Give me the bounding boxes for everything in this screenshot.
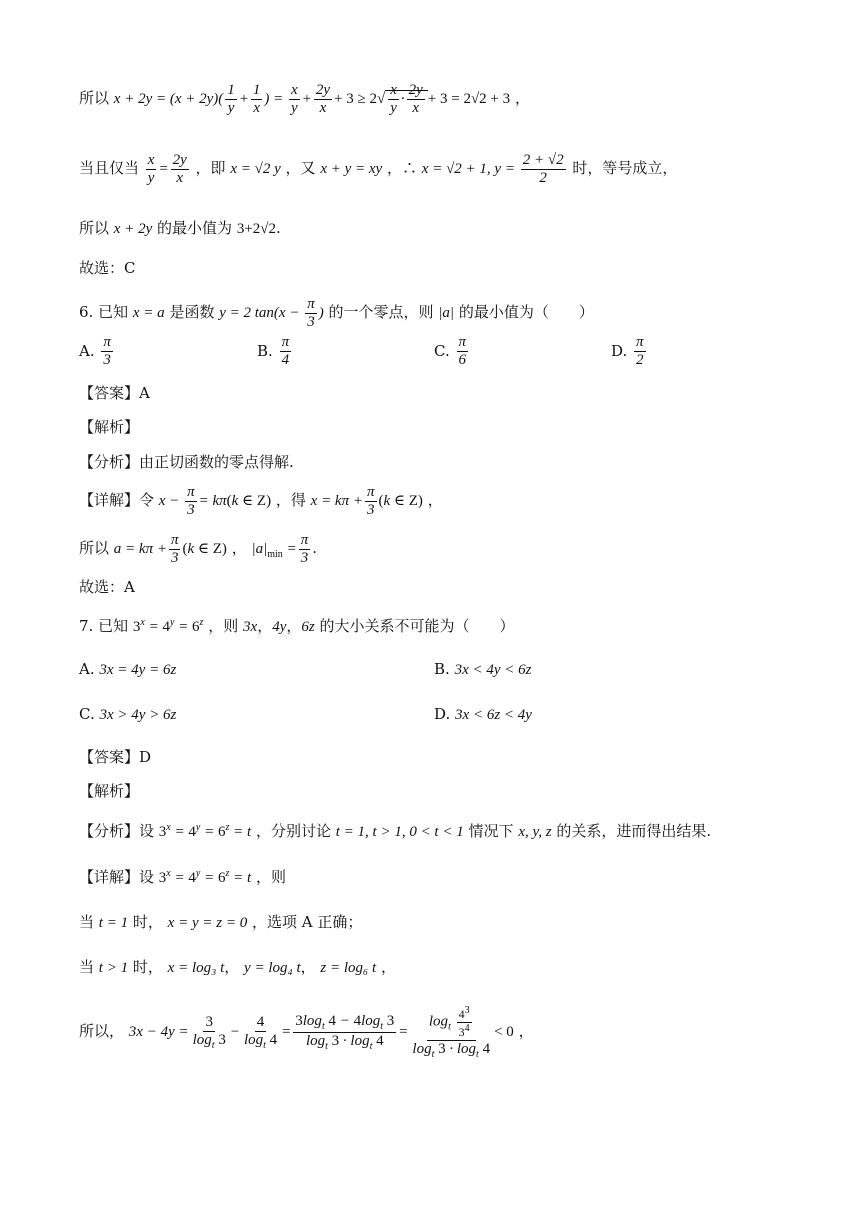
analysis-line: 【分析】由正切函数的零点得解. <box>79 453 294 471</box>
choice-line: 故选：C <box>79 259 136 277</box>
math-y: y = log₄ t <box>244 960 301 976</box>
final-derivation-line <box>79 1005 534 1060</box>
option-a <box>79 334 115 370</box>
detail-line-2 <box>79 532 317 568</box>
equality-condition-line <box>79 152 677 188</box>
text: ， <box>231 539 247 558</box>
math-vars: x, y, z <box>518 824 552 840</box>
text: ，则 <box>255 868 286 886</box>
option-label: C. <box>434 341 450 360</box>
text: 时， <box>132 913 163 931</box>
option-label: A. <box>79 341 95 360</box>
text: 时，等号成立， <box>572 159 678 178</box>
math-eq: $3^x = 4^y = 6^z = t$ <box>158 868 252 886</box>
option-value: $\frac{\pi}{3}$ <box>103 334 111 369</box>
text: ，得 <box>275 491 306 510</box>
option-value: 3x < 6z < 4y <box>455 707 532 723</box>
option-d <box>434 705 532 724</box>
math-var: 4y <box>272 619 287 635</box>
option-c <box>434 334 470 370</box>
math-z: z = log₆ t <box>320 960 377 976</box>
option-label: A. <box>79 660 95 678</box>
option-label: C. <box>79 705 95 723</box>
math-abs: |a| <box>438 305 455 322</box>
text: ， <box>427 491 443 510</box>
text: ， <box>514 89 530 108</box>
case1-line <box>79 911 362 932</box>
detail-line <box>79 484 443 520</box>
math-func: y = 2 tan(x − $\frac{\pi}{3}$ ) <box>219 296 324 331</box>
text: ，∴ <box>387 159 418 178</box>
text: 6. 已知 <box>79 303 129 322</box>
choice-line: 故选：A <box>79 578 135 596</box>
text: 当且仅当 <box>79 159 140 178</box>
question-7-stem <box>79 615 515 636</box>
math-eq1: $\frac{x}{y}$ = $\frac{2y}{x}$ <box>147 152 187 187</box>
option-label: B. <box>434 660 450 678</box>
text: . <box>276 219 281 237</box>
text: ，又 <box>285 159 316 178</box>
option-d <box>611 334 648 370</box>
text: 的一个零点，则 <box>328 303 434 322</box>
text: ， <box>257 617 273 635</box>
analysis-line <box>79 820 711 841</box>
math-expression: x + 2y <box>113 221 153 237</box>
question-6-stem <box>79 296 594 332</box>
math-var: 3x <box>243 619 258 635</box>
text: 【详解】设 <box>79 868 155 886</box>
explanation-label: 【解析】 <box>79 782 140 800</box>
min-value-line <box>79 217 281 238</box>
answer-label: 【答案】A <box>79 384 150 402</box>
derivation-line <box>79 82 530 118</box>
detail-line <box>79 866 286 887</box>
math-eq2: x = √2 y <box>230 161 281 178</box>
answer-label: 【答案】D <box>79 748 152 766</box>
text: 时， <box>132 958 163 976</box>
math-expression: 3x − 4y = $\frac{3}{\log_t 3}$ − $\frac{4}{\log_t 4}$ = $\frac{3\log_t 4 - 4\log_t 3}{\log_t 3 \cdot \log_t 4}$ = $\log_t$ $\frac{4^3}{3^4}$ $\log_t 3 \cdot \log_t 4$ < 0 <box>128 1005 514 1060</box>
text: 的大小关系不可能为（ ） <box>319 617 515 635</box>
math-x: x = log₃ t <box>167 960 225 976</box>
text: ， <box>380 958 396 976</box>
math-eq4: x = √2 + 1, y = $\frac{2 + √2}{2}$ <box>421 152 564 187</box>
text: 的最小值为 <box>157 219 233 237</box>
math-eq2: $|a|_{min}$ = $\frac{\pi}{3}$ <box>251 532 309 567</box>
text: 7. 已知 <box>79 617 129 635</box>
option-a <box>79 660 176 679</box>
math-cond: x = a <box>132 305 165 322</box>
math-cases: t = 1, t > 1, 0 < t < 1 <box>335 824 464 840</box>
text: 所以 <box>79 219 110 237</box>
text: ， <box>286 617 302 635</box>
text: ， <box>518 1021 534 1040</box>
option-value: $\frac{\pi}{2}$ <box>636 334 644 369</box>
math-value: 3+2√2 <box>236 221 277 237</box>
text: 所以 <box>79 539 110 558</box>
math-eq1: x − $\frac{\pi}{3}$ = kπ(k ∈ Z) <box>158 484 272 519</box>
option-b <box>434 660 531 679</box>
text: 【详解】令 <box>79 491 155 510</box>
text: 的最小值为（ ） <box>458 303 594 322</box>
math-expression: x + 2y = (x + 2y)( $\frac{1}{y}$ + $\frac{1}{x}$ ) = $\frac{x}{y}$ + $\frac{2y}{x}$ + 3 ≥ 2√ $\frac{x}{y}$ · $\frac{2y}{x}$ + 3 = 2√2 + 3 <box>113 82 511 117</box>
math-cond: t = 1 <box>98 915 129 931</box>
option-value: $\frac{\pi}{6}$ <box>458 334 467 369</box>
text: 当 <box>79 958 95 976</box>
option-value: 3x < 4y < 6z <box>454 662 532 678</box>
text: 情况下 <box>468 822 514 840</box>
text: 所以 <box>79 89 110 108</box>
text: 的关系，进而得出结果. <box>556 822 712 840</box>
math-cond: t > 1 <box>98 960 129 976</box>
text: 当 <box>79 913 95 931</box>
text: . <box>312 539 317 558</box>
text: 是函数 <box>169 303 215 322</box>
case2-line: 当 t > 1 时， x = log₃ t， y = log₄ t， z = log₆ t ， <box>79 958 396 976</box>
math-eq: x = y = z = 0 <box>167 915 248 931</box>
text: ，选项 A 正确； <box>251 913 363 931</box>
text: 所以， <box>79 1021 125 1040</box>
math-eq: $3^x = 4^y = 6^z = t$ <box>158 822 252 840</box>
text: ，分别讨论 <box>255 822 331 840</box>
text: 【分析】设 <box>79 822 155 840</box>
option-value: $\frac{\pi}{4}$ <box>281 334 290 369</box>
math-cond: $3^x = 4^y = 6^z$ <box>132 617 204 635</box>
option-label: B. <box>257 341 273 360</box>
math-var: 6z <box>301 619 315 635</box>
option-b <box>257 334 293 370</box>
option-c <box>79 705 176 724</box>
option-label: D. <box>611 341 628 360</box>
math-eq3: x + y = xy <box>320 161 383 178</box>
text: ，则 <box>208 617 239 635</box>
text: ，即 <box>195 159 226 178</box>
math-eq: a = kπ + $\frac{\pi}{3}$ (k ∈ Z) <box>113 532 227 567</box>
option-value: 3x = 4y = 6z <box>99 662 177 678</box>
option-label: D. <box>434 705 451 723</box>
math-eq2: x = kπ + $\frac{\pi}{3}$ (k ∈ Z) <box>310 484 423 519</box>
option-value: 3x > 4y > 6z <box>99 707 177 723</box>
explanation-label: 【解析】 <box>79 418 140 436</box>
